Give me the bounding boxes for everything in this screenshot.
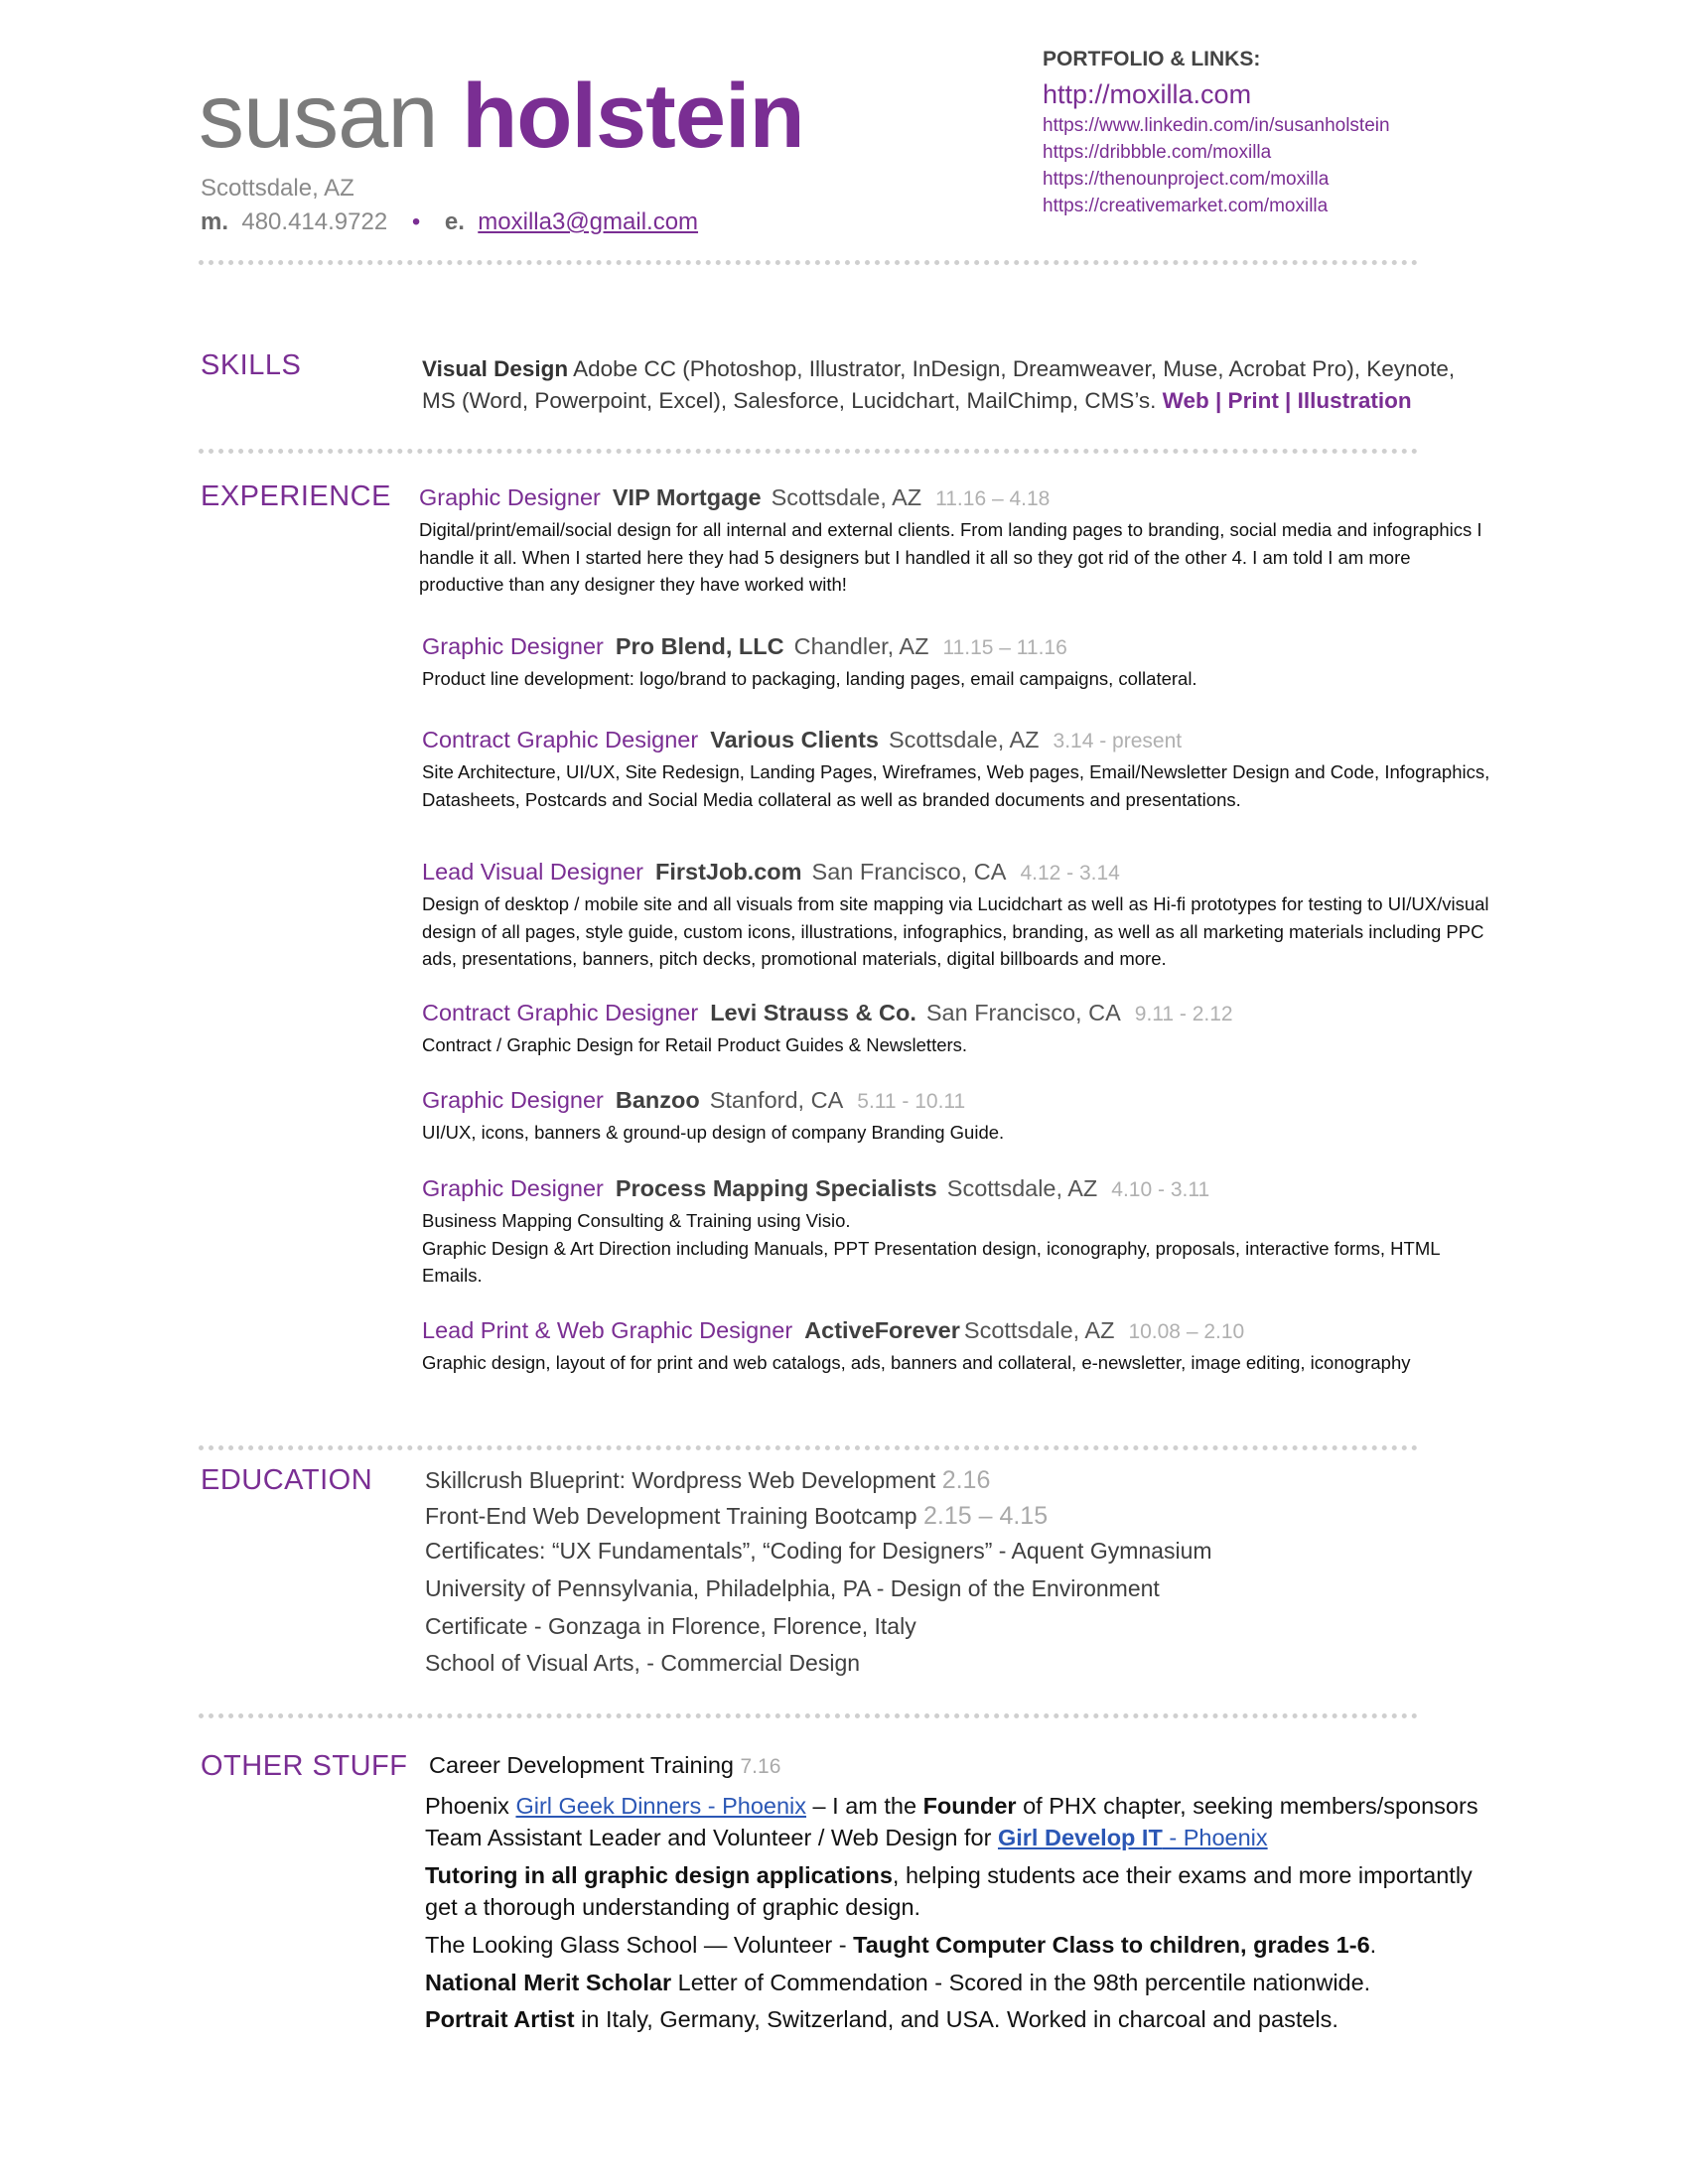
first-name: susan: [199, 66, 438, 167]
ggd-link[interactable]: Girl Geek Dinners - Phoenix: [515, 1793, 807, 1819]
contact-line: [201, 208, 698, 236]
career-text: Career Development Training: [429, 1752, 741, 1778]
job-title: Graphic Designer: [419, 484, 601, 510]
glass-bold: Taught Computer Class to children, grades 1-6: [853, 1932, 1370, 1958]
education-text: Skillcrush Blueprint: Wordpress Web Development: [425, 1467, 942, 1493]
job-location: Scottsdale, AZ: [963, 1317, 1115, 1343]
nounproject-link[interactable]: https://thenounproject.com/moxilla: [1043, 169, 1330, 190]
job-description: Contract / Graphic Design for Retail Product Guides & Newsletters.: [422, 1034, 968, 1055]
job-title: Graphic Designer: [422, 1087, 604, 1113]
divider: [199, 449, 1418, 454]
education-date: 2.15 – 4.15: [923, 1502, 1049, 1530]
job-entry: [422, 725, 1494, 813]
job-location: Scottsdale, AZ: [888, 727, 1040, 752]
gdi-link-rest: - Phoenix: [1162, 1825, 1268, 1850]
glass-prefix: The Looking Glass School — Volunteer -: [425, 1932, 854, 1958]
job-description: UI/UX, icons, banners & ground-up design of company Branding Guide.: [422, 1122, 1005, 1143]
education-item: Certificates: “UX Fundamentals”, “Coding for Designers” - Aquent Gymnasium: [425, 1538, 1212, 1564]
dribbble-link[interactable]: https://dribbble.com/moxilla: [1043, 142, 1272, 163]
merit-rest: Letter of Commendation - Scored in the 98th percentile nationwide.: [671, 1970, 1371, 1995]
ggd-founder: Founder: [922, 1793, 1017, 1819]
job-dates: 4.12 - 3.14: [1020, 862, 1120, 885]
job-company: Levi Strauss & Co.: [710, 1000, 916, 1025]
job-description: Product line development: logo/brand to packaging, landing pages, email campaigns, collateral.: [422, 668, 1197, 689]
job-location: Chandler, AZ: [793, 633, 929, 659]
gdi-link[interactable]: [998, 1825, 1268, 1850]
job-dates: 5.11 - 10.11: [857, 1090, 966, 1113]
education-title: EDUCATION: [201, 1464, 373, 1496]
education-date: 2.16: [941, 1466, 991, 1494]
job-dates: 3.14 - present: [1053, 730, 1183, 752]
job-company: FirstJob.com: [654, 859, 802, 885]
separator-dot: •: [411, 208, 421, 235]
job-location: San Francisco, CA: [925, 1000, 1121, 1025]
education-item: [425, 1502, 1048, 1531]
linkedin-link[interactable]: https://www.linkedin.com/in/susanholstein: [1043, 115, 1390, 136]
job-dates: 11.15 – 11.16: [942, 636, 1067, 659]
tutoring-line-2: get a thorough understanding of graphic design.: [425, 1894, 921, 1920]
job-entry: [419, 482, 1491, 599]
merit-line: [425, 1970, 1370, 1996]
career-date: 7.16: [740, 1755, 781, 1778]
job-description: Digital/print/email/social design for all internal and external clients. From landing pages to branding, social media and infographics I handle it all. When I started here they had 5 designers but I handled it all so they got rid of the other 4. I am told I am more productive than any designer they have worked with!: [419, 519, 1482, 595]
job-company: Banzoo: [615, 1087, 700, 1113]
job-title: Graphic Designer: [422, 633, 604, 659]
location: Scottsdale, AZ: [201, 175, 354, 202]
resume-name: [199, 62, 804, 171]
job-company: Pro Blend, LLC: [615, 633, 784, 659]
tutoring-bold: Tutoring in all graphic design applications: [425, 1862, 893, 1888]
divider: [199, 1713, 1418, 1718]
skills-body: Adobe CC (Photoshop, Illustrator, InDesign, Dreamweaver, Muse, Acrobat Pro), Keynote, MS (Word, Powerpoint, Excel), Salesforce, Lucidchart, MailChimp, CMS’s.: [422, 356, 1456, 413]
job-description-extra: Graphic Design & Art Direction including Manuals, PPT Presentation design, iconography, proposals, interactive forms, HTML Emails.: [422, 1237, 1440, 1286]
job-entry: [422, 631, 1494, 693]
phone-label: m.: [201, 208, 229, 235]
job-entry: [422, 1085, 1494, 1147]
job-title: Graphic Designer: [422, 1175, 604, 1201]
artist-bold: Portrait Artist: [425, 2006, 575, 2032]
job-entry: [422, 1315, 1494, 1377]
job-location: Scottsdale, AZ: [946, 1175, 1098, 1201]
artist-line: [425, 2006, 1338, 2033]
job-company: Process Mapping Specialists: [615, 1175, 937, 1201]
job-location: Scottsdale, AZ: [771, 484, 922, 510]
tutoring-rest: , helping students ace their exams and more importantly: [892, 1862, 1473, 1888]
job-title: Lead Visual Designer: [422, 859, 643, 885]
email-link[interactable]: moxilla3@gmail.com: [478, 208, 699, 235]
job-company: ActiveForever: [804, 1317, 960, 1343]
job-dates: 10.08 – 2.10: [1128, 1320, 1245, 1343]
ggd-line: [425, 1793, 1478, 1820]
ggd-post: of PHX chapter, seeking members/sponsors: [1016, 1793, 1478, 1819]
job-dates: 11.16 – 4.18: [935, 487, 1051, 510]
education-item: School of Visual Arts, - Commercial Design: [425, 1650, 861, 1676]
skills-text: [422, 353, 1484, 417]
ggd-mid: – I am the: [806, 1793, 923, 1819]
portfolio-title: PORTFOLIO & LINKS:: [1043, 48, 1261, 70]
job-title: Lead Print & Web Graphic Designer: [422, 1317, 793, 1343]
ggd-prefix: Phoenix: [425, 1793, 516, 1819]
glass-line: [425, 1932, 1376, 1959]
job-title: Contract Graphic Designer: [422, 1000, 699, 1025]
other-title: OTHER STUFF: [201, 1750, 408, 1782]
skills-lead: Visual Design: [422, 356, 569, 381]
job-location: Stanford, CA: [709, 1087, 844, 1113]
career-training: [429, 1752, 780, 1779]
portfolio-main-link[interactable]: http://moxilla.com: [1043, 79, 1252, 109]
gdi-prefix: Team Assistant Leader and Volunteer / Web Design for: [425, 1825, 998, 1850]
last-name: holstein: [462, 66, 804, 167]
experience-title: EXPERIENCE: [201, 480, 391, 512]
job-company: VIP Mortgage: [612, 484, 762, 510]
gdi-line: [425, 1825, 1268, 1851]
education-item: [425, 1466, 990, 1495]
job-entry: [422, 998, 1494, 1059]
glass-post: .: [1369, 1932, 1377, 1958]
divider: [199, 1445, 1418, 1450]
education-item: University of Pennsylvania, Philadelphia, PA - Design of the Environment: [425, 1575, 1160, 1601]
job-company: Various Clients: [710, 727, 879, 752]
merit-bold: National Merit Scholar: [425, 1970, 672, 1995]
skills-title: SKILLS: [201, 349, 302, 381]
education-text: Front-End Web Development Training Bootcamp: [425, 1503, 923, 1529]
email-label: e.: [444, 208, 465, 235]
creativemarket-link[interactable]: https://creativemarket.com/moxilla: [1043, 196, 1329, 216]
job-dates: 4.10 - 3.11: [1111, 1178, 1210, 1201]
artist-rest: in Italy, Germany, Switzerland, and USA. Worked in charcoal and pastels.: [574, 2006, 1338, 2032]
job-description: Graphic design, layout of for print and web catalogs, ads, banners and collateral, e-newsletter, image editing, iconography: [422, 1352, 1411, 1373]
job-entry: [422, 1173, 1494, 1290]
job-location: San Francisco, CA: [811, 859, 1007, 885]
tutoring-line: [425, 1862, 1473, 1889]
job-dates: 9.11 - 2.12: [1134, 1003, 1233, 1025]
phone-number: 480.414.9722: [241, 208, 388, 235]
job-description: Design of desktop / mobile site and all visuals from site mapping via Lucidchart as well as Hi-fi prototypes for testing to UI/UX/visual design of all pages, style guide, custom icons, illustrations, infographics, branding, as well as all marketing materials including PPC ads, presentations, banners, pitch decks, promotional materials, digital billboards and more.: [422, 893, 1489, 969]
job-entry: [422, 857, 1494, 973]
job-description: Business Mapping Consulting & Training using Visio.: [422, 1210, 851, 1231]
job-title: Contract Graphic Designer: [422, 727, 699, 752]
education-item: Certificate - Gonzaga in Florence, Florence, Italy: [425, 1613, 916, 1639]
skills-tail: Web | Print | Illustration: [1162, 388, 1412, 413]
divider: [199, 260, 1418, 265]
gdi-link-bold: Girl Develop IT: [997, 1825, 1163, 1850]
job-description: Site Architecture, UI/UX, Site Redesign, Landing Pages, Wireframes, Web pages, Email/Newsletter Design and Code, Infographics, Datasheets, Postcards and Social Media collateral as well as branded documents and presentations.: [422, 761, 1490, 810]
